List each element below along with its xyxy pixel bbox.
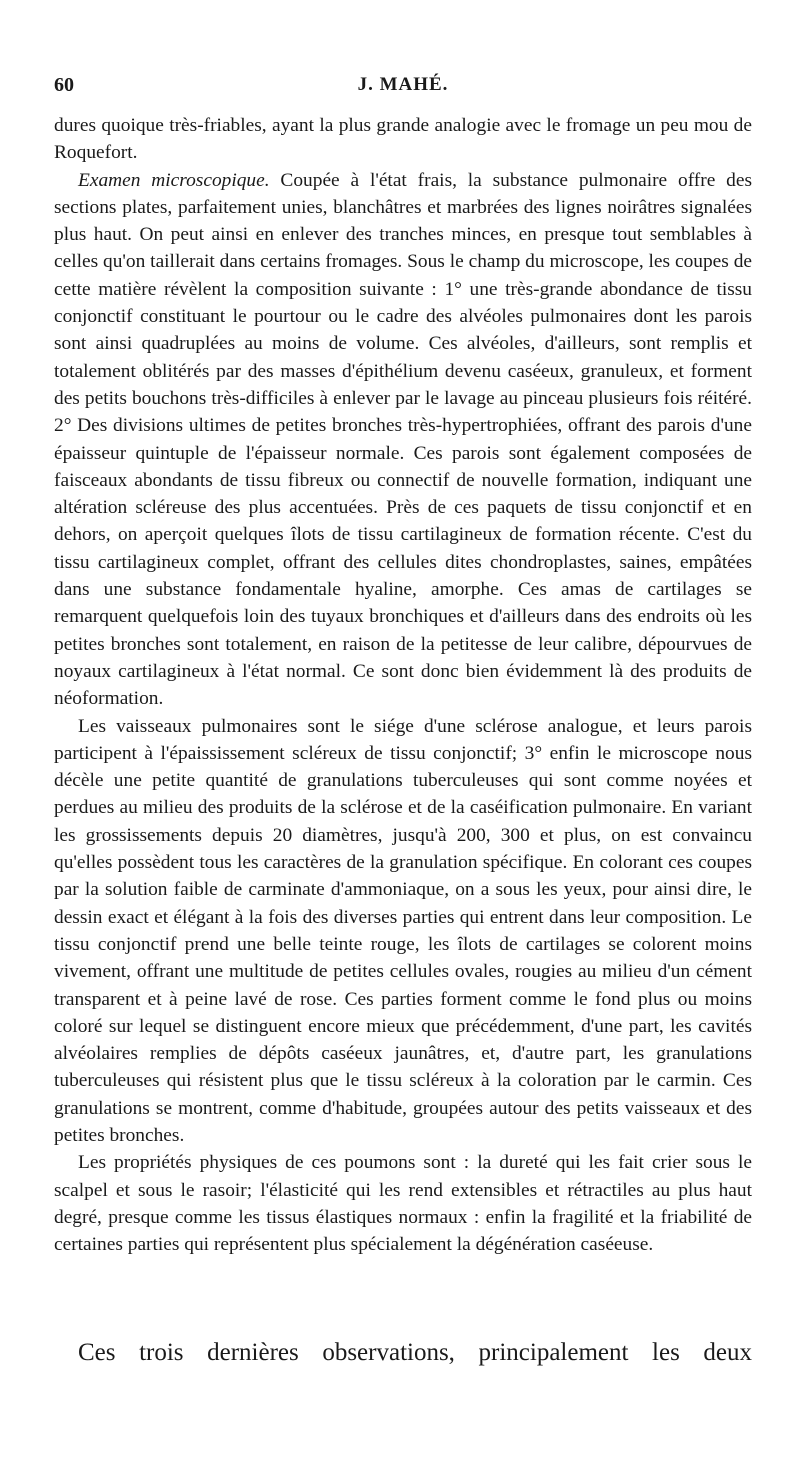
paragraph-vessels <box>54 713 752 1150</box>
section-lead: Examen microscopique. <box>78 169 270 191</box>
running-title: J. MAHÉ. <box>357 74 449 95</box>
paragraph-text: Coupée à l'état frais, la substance pulmonaire offre des sections plates, parfaitement unies, blanchâtres et marbrées des lignes noirâtres signalées plus haut. On peut ainsi en enlever des tranches minces, en presque tout semblables à celles qu'on taillerait dans certains fromages. Sous le champ du microscope, les coupes de cette matière révèlent la composition suivante : 1° une très-grande abondance de tissu conjonctif constituant le pourtour ou le cadre des alvéoles pulmonaires dont les parois sont ainsi quadruplées au moins de volume. Ces alvéoles, d'ailleurs, sont remplis et totalement oblitérés par des masses d'épithélium devenu caséeux, granuleux, et forment des petits bouchons très-difficiles à enlever par le lavage au pinceau plusieurs fois réitéré. 2° Des divisions ultimes de petites bronches très-hypertrophiées, offrant des parois d'une épaisseur quintuple de l'épaisseur normale. Ces parois sont également composées de faisceaux abondants de tissu fibreux ou connectif de nouvelle formation, indiquant une altération scléreuse des plus accentuées. Près de ces paquets de tissu conjonctif et en dehors, on aperçoit quelques îlots de tissu cartilagineux de formation récente. C'est du tissu cartilagineux complet, offrant des cellules dites chondroplastes, saines, empâtées dans une substance fondamentale hyaline, amorphe. Ces amas de cartilages se remarquent quelquefois loin des tuyaux bronchiques et d'ailleurs dans des endroits où les petites bronches sont totalement, en raison de la petitesse de leur calibre, dépourvues de noyaux cartilagineux à l'état normal. Ce sont donc bien évidemment là des produits de néoformation. <box>54 169 753 710</box>
page-number: 60 <box>54 74 74 96</box>
paragraph-continuation <box>54 112 752 167</box>
paragraph-physical-properties <box>54 1149 752 1258</box>
paragraph-microscopic-exam <box>54 167 752 713</box>
page-header <box>54 74 752 104</box>
body-text <box>54 112 752 1258</box>
paragraph-text: Les vaisseaux pulmonaires sont le siége d'une sclérose analogue, et leurs parois participent à l'épaississement scléreux de tissu conjonctif; 3° enfin le microscope nous décèle une petite quantité de granulations tuberculeuses qui sont comme noyées et perdues au milieu des produits de la sclérose et de la caséification pulmonaire. En variant les grossissements depuis 20 diamètres, jusqu'à 200, 300 et plus, on est convaincu qu'elles possèdent tous les caractères de la granulation spécifique. En colorant ces coupes par la solution faible de carminate d'ammoniaque, on a sous les yeux, pour ainsi dire, le dessin exact et élégant à la fois des diverses parties qui entrent dans leur composition. Le tissu conjonctif prend une belle teinte rouge, les îlots de cartilages se colorent moins vivement, offrant une multitude de petites cellules ovales, rougies au milieu d'un cément transparent et à peine lavé de rose. Ces parties forment comme le fond plus ou moins coloré sur lequel se distinguent encore mieux que précédemment, d'une part, les cavités alvéolaires remplies de dépôts caséeux jaunâtres, et, d'autre part, les granulations tuberculeuses qui résistent plus que le tissu scléreux à la coloration par le carmin. Ces granulations se montrent, comme d'habitude, groupées autour des petits vaisseaux et des petites bronches. <box>54 715 752 1146</box>
paragraph-text: dures quoique très-friables, ayant la plus grande analogie avec le fromage un peu mou de Roquefort. <box>54 115 752 164</box>
closing-line: Ces trois dernières observations, principalement les deux <box>78 1339 752 1366</box>
paragraph-text: Les propriétés physiques de ces poumons sont : la dureté qui les fait crier sous le scalpel et sous le rasoir; l'élasticité qui les rend extensibles et rétractiles au plus haut degré, presque comme les tissus élastiques normaux : enfin la fragilité et la friabilité de certaines parties qui représentent plus spécialement la dégénération caséeuse. <box>54 1152 752 1256</box>
